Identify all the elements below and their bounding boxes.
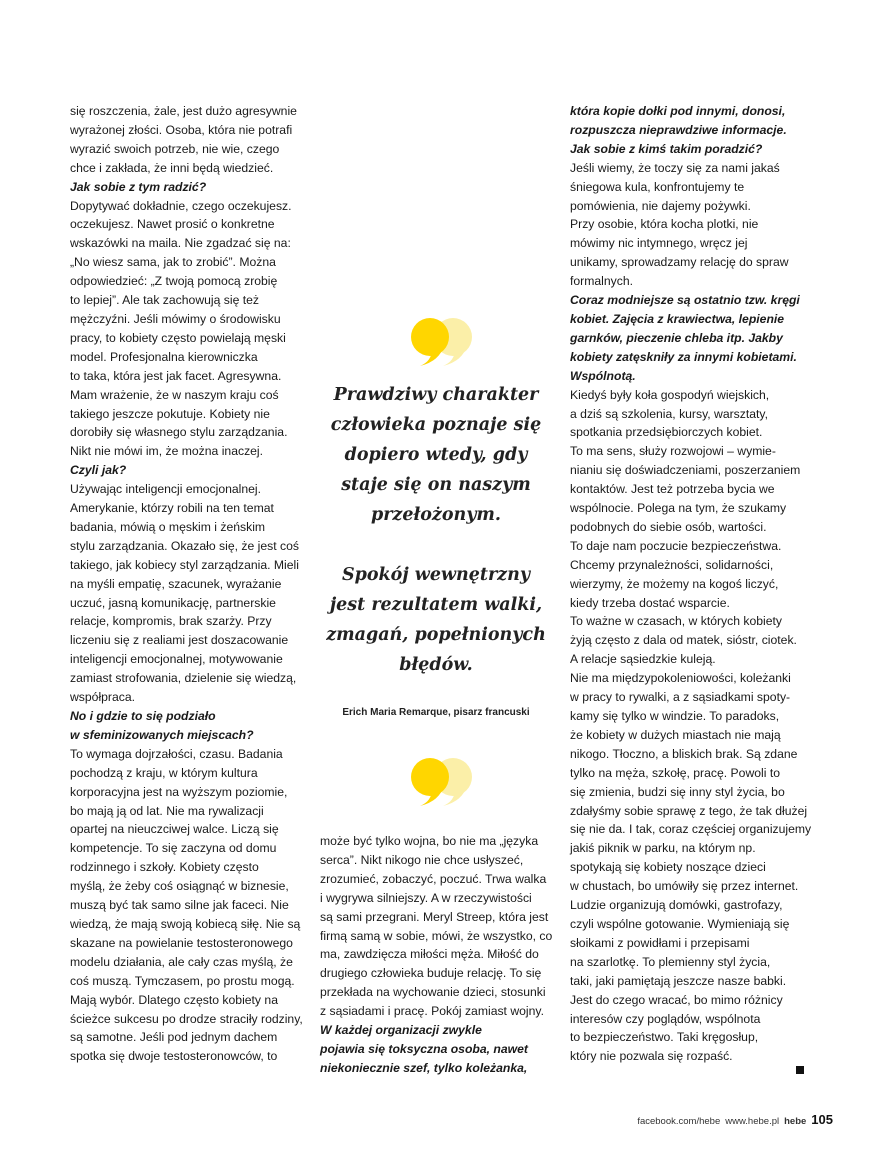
text-line: mężczyźni. Jeśli mówimy o środowisku bbox=[70, 311, 281, 326]
text-line: który nie pozwala się rozpaść. bbox=[570, 1049, 733, 1064]
text-line: współpraca. bbox=[70, 690, 136, 705]
text-line: modelu działania, ale cały czas myślą, że bbox=[70, 954, 293, 969]
text-line: wierzymy, że możemy na kogoś liczyć, bbox=[570, 576, 779, 591]
text-line: są sami przegrani. Meryl Streep, która jest bbox=[320, 909, 549, 924]
text-line: wiedzą, że mają swoją kobiecą siłę. Nie są bbox=[70, 916, 301, 931]
text-line: Nikt nie mówi im, że można inaczej. bbox=[70, 444, 264, 459]
quote-bubble-icon bbox=[405, 755, 479, 807]
quote-bubble-front bbox=[411, 758, 449, 806]
pull-quote-line: jest rezultatem walki, bbox=[329, 595, 543, 615]
text-line: kompetencje. To się zaczyna od domu bbox=[70, 841, 277, 856]
text-line: czyli wspólne gotowanie. Wymieniają się bbox=[570, 916, 790, 931]
interview-question-line: kobiety zatęskniły za innymi kobietami. bbox=[570, 349, 797, 364]
article-end-mark bbox=[796, 1066, 804, 1074]
text-line: To daje nam poczucie bezpieczeństwa. bbox=[570, 538, 782, 553]
text-line: Dopytywać dokładnie, czego oczekujesz. bbox=[70, 198, 292, 213]
text-line: ma, zawdzięcza miłości męża. Miłość do bbox=[320, 947, 539, 962]
interview-question-line: No i gdzie to się podziało bbox=[70, 709, 216, 723]
text-line: kamy się tylko w windzie. To paradoks, bbox=[570, 709, 780, 723]
interview-question-line: rozpuszcza nieprawdziwe informacje. bbox=[570, 122, 787, 137]
text-line: Chcemy przynależności, solidarności, bbox=[570, 557, 774, 572]
text-line: korporacyjna jest na wyższym poziomie, bbox=[70, 784, 288, 799]
text-line: to taka, która jest jak facet. Agresywna. bbox=[70, 368, 282, 383]
interview-question-line: Jak sobie z kimś takim poradzić? bbox=[570, 141, 763, 156]
text-line: w pracy to rywalki, a z sąsiadkami spoty- bbox=[570, 690, 791, 705]
text-line: Kiedyś były koła gospodyń wiejskich, bbox=[570, 387, 770, 402]
text-line: nianiu się doświadczeniami, poszerzaniem bbox=[570, 463, 801, 478]
text-line: podobnych do siebie osób, wartości. bbox=[570, 519, 767, 534]
pull-quote-line: przełożonym. bbox=[370, 505, 502, 525]
text-line: skazane na powielanie testosteronowego bbox=[70, 935, 293, 950]
text-line: tylko na męża, szkołę, pracę. Powoli to bbox=[570, 765, 780, 780]
text-line: spotykają się kobiety noszące dzieci bbox=[570, 860, 766, 875]
text-line: zamiast strofowania, dzielenie się wiedzą, bbox=[70, 671, 297, 686]
text-line: mówimy nic intymnego, wręcz jej bbox=[570, 236, 748, 251]
pull-quote-second bbox=[320, 560, 552, 680]
text-line: pochodzą z kraju, w którym kultura bbox=[70, 765, 258, 780]
text-line: się zmienia, budzi się inny styl życia, bo bbox=[570, 784, 785, 799]
text-line: na szarlotkę. To plemienny styl życia, bbox=[570, 954, 771, 969]
text-line: „No wiesz sama, jak to zrobić”. Można bbox=[70, 255, 276, 270]
text-line: chce i zakłada, że inni będą wiedzieć. bbox=[70, 160, 274, 175]
quote-bubble-icon bbox=[405, 315, 479, 367]
text-line: oczekujesz. Nawet prosić o konkretne bbox=[70, 217, 275, 232]
text-line: wyrazić swoich potrzeb, nie wie, czego bbox=[70, 141, 280, 156]
text-line: w chustach, bo umówiły się przez internet. bbox=[570, 879, 799, 894]
article-column-right bbox=[570, 102, 815, 1066]
text-line: słoikami z powidłami i przepisami bbox=[570, 935, 750, 950]
text-line: kontaktów. Jest też potrzeba bycia we bbox=[570, 482, 775, 497]
interview-question-line: która kopie dołki pod innymi, donosi, bbox=[570, 104, 786, 118]
text-line: dorobiły się własnego stylu zarządzania. bbox=[70, 425, 288, 440]
text-line: uczuć, jasną komunikację, partnerskie bbox=[70, 595, 276, 610]
text-line: drugiego człowieka buduje relację. To się bbox=[320, 966, 542, 981]
text-line: myślą, że żeby coś osiągnąć w biznesie, bbox=[70, 879, 289, 894]
interview-question-line: Czyli jak? bbox=[70, 463, 127, 478]
text-line: taki, jaki pamiętają jeszcze nasze babki. bbox=[570, 973, 787, 988]
text-line: odpowiedzieć: „Z twoją pomocą zrobię bbox=[70, 274, 278, 289]
article-column-left bbox=[70, 102, 306, 1066]
text-line: opartej na nieuczciwej walce. Liczą się bbox=[70, 822, 279, 837]
quote-bubble-front bbox=[411, 318, 449, 366]
text-line: serca”. Nikt nikogo nie chce usłyszeć, bbox=[320, 852, 524, 867]
text-line: zrozumieć, zobaczyć, poczuć. Trwa walka bbox=[320, 871, 547, 886]
text-line: z sąsiadami i pracę. Pokój zamiast wojny. bbox=[320, 1004, 544, 1019]
text-line: badania, mówią o męskim i żeńskim bbox=[70, 519, 266, 534]
text-line: takiego, jak kobiecy styl zarządzania. Mieli bbox=[70, 557, 299, 572]
text-line: muszą być tak samo silne jak faceci. Nie bbox=[70, 898, 289, 913]
text-line: rodzinnego i szkoły. Kobiety często bbox=[70, 860, 259, 875]
text-line: to lepiej”. Ale tak zachowują się też bbox=[70, 293, 260, 308]
text-line: wyrażonej złości. Osoba, która nie potrafi bbox=[70, 122, 293, 137]
text-line: unikamy, sprowadzamy relację do spraw bbox=[570, 255, 789, 270]
text-line: spotka się dwoje testosteronowców, to bbox=[70, 1049, 278, 1064]
interview-question-line: Jak sobie z tym radzić? bbox=[70, 179, 207, 194]
pull-quote-line: zmagań, popełnionych bbox=[326, 625, 546, 645]
text-line: się nie da. I tak, coraz częściej organizujemy bbox=[570, 822, 812, 837]
text-line: To ma sens, służy rozwojowi – wymie- bbox=[570, 444, 776, 459]
text-line: wspólnocie. Polega na tym, że szukamy bbox=[570, 501, 787, 516]
text-line: ścieżce sukcesu po drodze straciły rodziny, bbox=[70, 1011, 303, 1026]
text-line: się roszczenia, żale, jest dużo agresywnie bbox=[70, 104, 297, 118]
pull-quote-line: błędów. bbox=[399, 655, 473, 675]
text-line: stylu zarządzania. Okazało się, że jest coś bbox=[70, 538, 299, 553]
text-line: żyją często z dala od matek, sióstr, ciotek. bbox=[570, 633, 797, 648]
pull-quote-line: Spokój wewnętrzny bbox=[341, 565, 531, 585]
footer-brand: hebe bbox=[784, 1116, 807, 1127]
text-line: są samotne. Jeśli pod jednym dachem bbox=[70, 1030, 278, 1045]
text-line: takiego jeszcze pokutuje. Kobiety nie bbox=[70, 406, 270, 421]
page-footer bbox=[637, 1112, 833, 1127]
text-line: a dziś są szkolenia, kursy, warsztaty, bbox=[570, 406, 768, 421]
text-line: coś muszą. Tymczasem, po prostu mogą. bbox=[70, 973, 295, 988]
pull-quote-line: Prawdziwy charakter bbox=[333, 385, 539, 405]
pull-quote-line: człowieka poznaje się bbox=[330, 415, 542, 435]
pull-quote-line: staje się on naszym bbox=[341, 475, 531, 495]
text-line: nikogo. Tłoczno, a bliskich brak. Są zdane bbox=[570, 746, 798, 761]
text-line: Jest do czego wracać, bo mimo różnicy bbox=[570, 992, 783, 1007]
text-line: bo mają ją od lat. Nie ma rywalizacji bbox=[70, 803, 264, 818]
pull-quote bbox=[320, 380, 552, 680]
text-line: że kobiety w dużych miastach nie mają bbox=[570, 727, 781, 742]
text-line: na myśli empatię, szacunek, wyrażanie bbox=[70, 576, 282, 591]
text-line: To ważne w czasach, w których kobiety bbox=[570, 614, 783, 629]
text-line: relacje, kompromis, brak szarży. Przy bbox=[70, 614, 272, 629]
interview-question-line: Coraz modniejsze są ostatnio tzw. kręgi bbox=[570, 293, 800, 308]
page-number: 105 bbox=[811, 1112, 833, 1127]
text-line: śniegowa kula, konfrontujemy te bbox=[570, 179, 745, 194]
text-line: pracy, to kobiety często powielają męski bbox=[70, 330, 286, 345]
footer-website-link[interactable]: www.hebe.pl bbox=[725, 1116, 780, 1127]
text-line: To wymaga dojrzałości, czasu. Badania bbox=[70, 746, 283, 761]
text-line: Mam wrażenie, że w naszym kraju coś bbox=[70, 387, 279, 402]
text-line: Nie ma międzypokoleniowości, koleżanki bbox=[570, 671, 791, 686]
text-line: może być tylko wojna, bo nie ma „języka bbox=[320, 834, 539, 848]
text-line: przekłada na wychowanie dzieci, stosunki bbox=[320, 985, 546, 1000]
text-line: formalnych. bbox=[570, 274, 633, 289]
text-line: jakiś piknik w parku, na którym np. bbox=[570, 841, 756, 856]
pull-quote-line: dopiero wtedy, gdy bbox=[344, 445, 528, 465]
text-line: Ludzie organizują domówki, gastrofazy, bbox=[570, 898, 783, 913]
text-line: zdałyśmy sobie sprawę z tego, że tak dłużej bbox=[570, 803, 808, 818]
text-line: Przy osobie, która kocha plotki, nie bbox=[570, 217, 759, 232]
text-line: Jeśli wiemy, że toczy się za nami jakaś bbox=[570, 160, 780, 175]
article-column-middle bbox=[320, 832, 552, 1078]
interview-question-line: niekoniecznie szef, tylko koleżanka, bbox=[320, 1060, 528, 1075]
quote-author: Erich Maria Remarque, pisarz francuski bbox=[342, 707, 530, 718]
text-line: to bezpieczeństwo. Taki kręgosłup, bbox=[570, 1030, 759, 1045]
text-line: firmą samą w sobie, mówi, że wszystko, co bbox=[320, 928, 553, 943]
text-line: Amerykanie, którzy robili na ten temat bbox=[70, 501, 274, 516]
interview-question-line: Wspólnotą. bbox=[570, 368, 636, 383]
text-line: model. Profesjonalna kierowniczka bbox=[70, 349, 258, 364]
pull-quote-first bbox=[320, 380, 552, 530]
text-line: interesów czy poglądów, wspólnota bbox=[570, 1011, 761, 1026]
text-line: wskazówki na maila. Nie zgadzać się na: bbox=[70, 236, 291, 251]
interview-question-line: kobiet. Zajęcia z krawiectwa, lepienie bbox=[570, 311, 785, 326]
interview-question-line: garnków, pieczenie chleba itp. Jakby bbox=[570, 330, 783, 345]
text-line: liczeniu się z realiami jest doszacowanie bbox=[70, 633, 289, 648]
text-line: inteligencji emocjonalnej, motywowanie bbox=[70, 652, 283, 667]
text-line: kiedy trzeba dostać wsparcie. bbox=[570, 595, 730, 610]
text-line: Mają wybór. Dlatego często kobiety na bbox=[70, 992, 278, 1007]
interview-question-line: pojawia się toksyczna osoba, nawet bbox=[320, 1041, 528, 1056]
footer-facebook-link[interactable]: facebook.com/hebe bbox=[637, 1116, 721, 1127]
interview-question-line: w sfeminizowanych miejscach? bbox=[70, 727, 254, 742]
text-line: A relacje sąsiedzkie kuleją. bbox=[570, 652, 716, 667]
text-line: Używając inteligencji emocjonalnej. bbox=[70, 482, 262, 497]
text-line: pomówienia, nie dajemy pożywki. bbox=[570, 198, 751, 213]
text-line: spotkania przedsiębiorczych kobiet. bbox=[570, 425, 763, 440]
text-line: i wygrywa silniejszy. A w rzeczywistości bbox=[320, 890, 532, 905]
interview-question-line: W każdej organizacji zwykle bbox=[320, 1023, 482, 1038]
